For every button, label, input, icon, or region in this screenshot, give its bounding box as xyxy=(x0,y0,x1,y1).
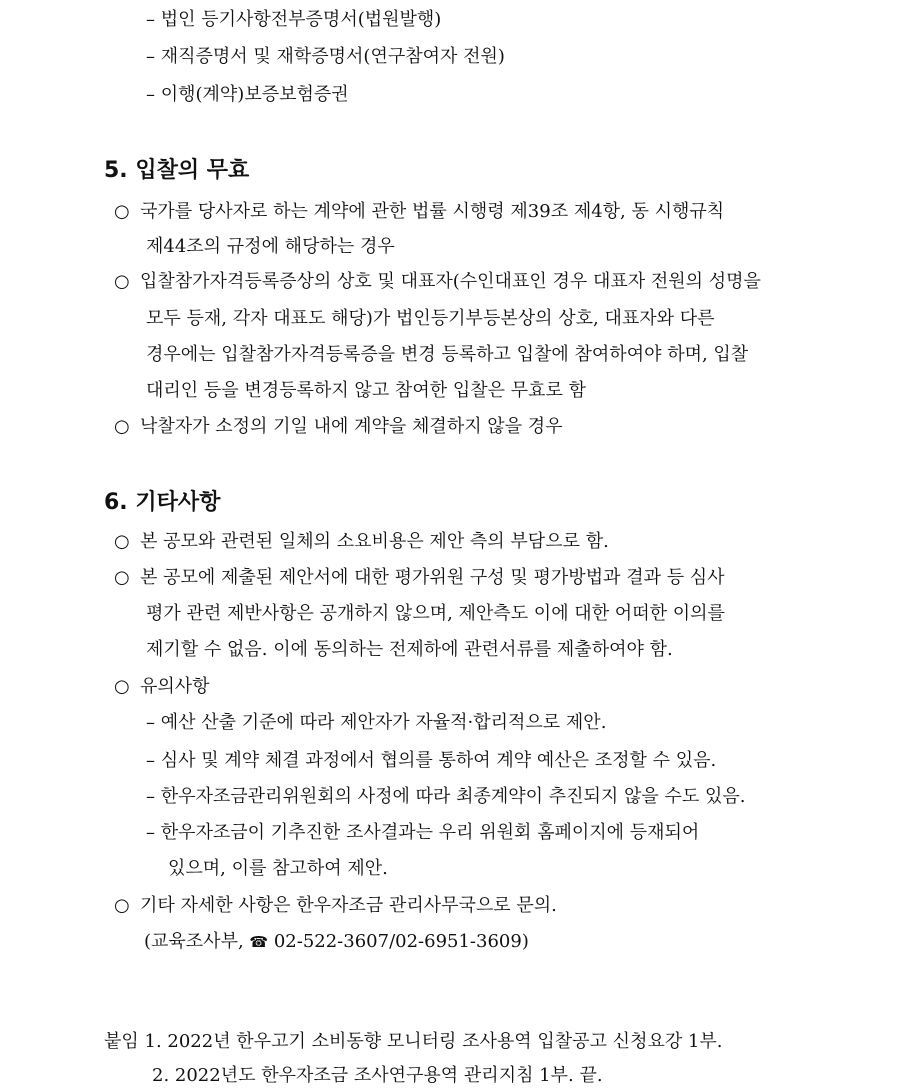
s5-bullet-2 xyxy=(114,270,761,294)
section-6-title: 6. 기타사항 xyxy=(104,490,221,515)
attachment-1: 붙임 1. 2022년 한우고기 소비동향 모니터링 조사용역 입찰공고 신청요강 1부. xyxy=(104,1031,723,1052)
s5-b2-line3: 경우에는 입찰참가자격등록증을 변경 등록하고 입찰에 참여하여야 하며, 입찰 xyxy=(146,344,749,365)
section-5-title: 5. 입찰의 무효 xyxy=(104,158,250,183)
bullet-icon: ○ xyxy=(114,416,130,437)
doc-item-2: – 재직증명서 및 재학증명서(연구참여자 전원) xyxy=(146,46,505,67)
contact-dept: (교육조사부, xyxy=(144,931,244,952)
s5-b3-line1: 낙찰자가 소정의 기일 내에 계약을 체결하지 않을 경우 xyxy=(140,416,563,437)
s6-bullet-4 xyxy=(114,894,557,918)
s6-note-2: – 심사 및 계약 체결 과정에서 협의를 통하여 계약 예산은 조정할 수 있음. xyxy=(146,750,717,771)
bullet-icon: ○ xyxy=(114,567,130,588)
bullet-icon: ○ xyxy=(114,895,130,916)
bullet-icon: ○ xyxy=(114,201,130,222)
doc-item-3: – 이행(계약)보증보험증권 xyxy=(146,84,349,105)
bullet-icon: ○ xyxy=(114,676,130,697)
s6-bullet-1 xyxy=(114,530,609,554)
bullet-icon: ○ xyxy=(114,271,130,292)
s6-note-4-line2: 있으며, 이를 참고하여 제안. xyxy=(168,858,388,879)
s5-b2-line2: 모두 등재, 각자 대표도 해당)가 법인등기부등본상의 상호, 대표자와 다른 xyxy=(146,308,715,329)
s6-b2-line3: 제기할 수 없음. 이에 동의하는 전제하에 관련서류를 제출하여야 함. xyxy=(146,639,673,660)
s5-b1-line2: 제44조의 규정에 해당하는 경우 xyxy=(146,236,395,257)
s6-b4-line1: 기타 자세한 사항은 한우자조금 관리사무국으로 문의. xyxy=(140,895,557,916)
s6-b3-line1: 유의사항 xyxy=(140,676,210,697)
contact-numbers: 02-522-3607/02-6951-3609) xyxy=(273,931,529,952)
s6-note-3: – 한우자조금관리위원회의 사정에 따라 최종계약이 추진되지 않을 수도 있음. xyxy=(146,786,746,807)
attachment-2: 2. 2022년도 한우자조금 조사연구용역 관리지침 1부. 끝. xyxy=(152,1065,603,1086)
s5-b2-line4: 대리인 등을 변경등록하지 않고 참여한 입찰은 무효로 함 xyxy=(146,380,586,401)
s6-bullet-2 xyxy=(114,566,725,590)
s5-b2-line1: 입찰참가자격등록증상의 상호 및 대표자(수인대표인 경우 대표자 전원의 성명을 xyxy=(140,271,761,292)
s6-note-4-line1: – 한우자조금이 기추진한 조사결과는 우리 위원회 홈페이지에 등재되어 xyxy=(146,822,700,843)
s5-bullet-3 xyxy=(114,415,563,439)
s6-b2-line2: 평가 관련 제반사항은 공개하지 않으며, 제안측도 이에 대한 어떠한 이의를 xyxy=(146,603,725,624)
s6-b2-line1: 본 공모에 제출된 제안서에 대한 평가위원 구성 및 평가방법과 결과 등 심사 xyxy=(140,567,725,588)
phone-icon: ☎ xyxy=(249,933,269,951)
s6-b1-line1: 본 공모와 관련된 일체의 소요비용은 제안 측의 부담으로 함. xyxy=(140,531,609,552)
s5-bullet-1 xyxy=(114,200,724,224)
s5-b1-line1: 국가를 당사자로 하는 계약에 관한 법률 시행령 제39조 제4항, 동 시행규칙 xyxy=(140,201,725,222)
s6-note-1: – 예산 산출 기준에 따라 제안자가 자율적·합리적으로 제안. xyxy=(146,712,607,733)
bullet-icon: ○ xyxy=(114,531,130,552)
contact-line xyxy=(144,930,529,954)
s6-bullet-3 xyxy=(114,675,210,699)
doc-item-1: – 법인 등기사항전부증명서(법원발행) xyxy=(146,9,442,30)
